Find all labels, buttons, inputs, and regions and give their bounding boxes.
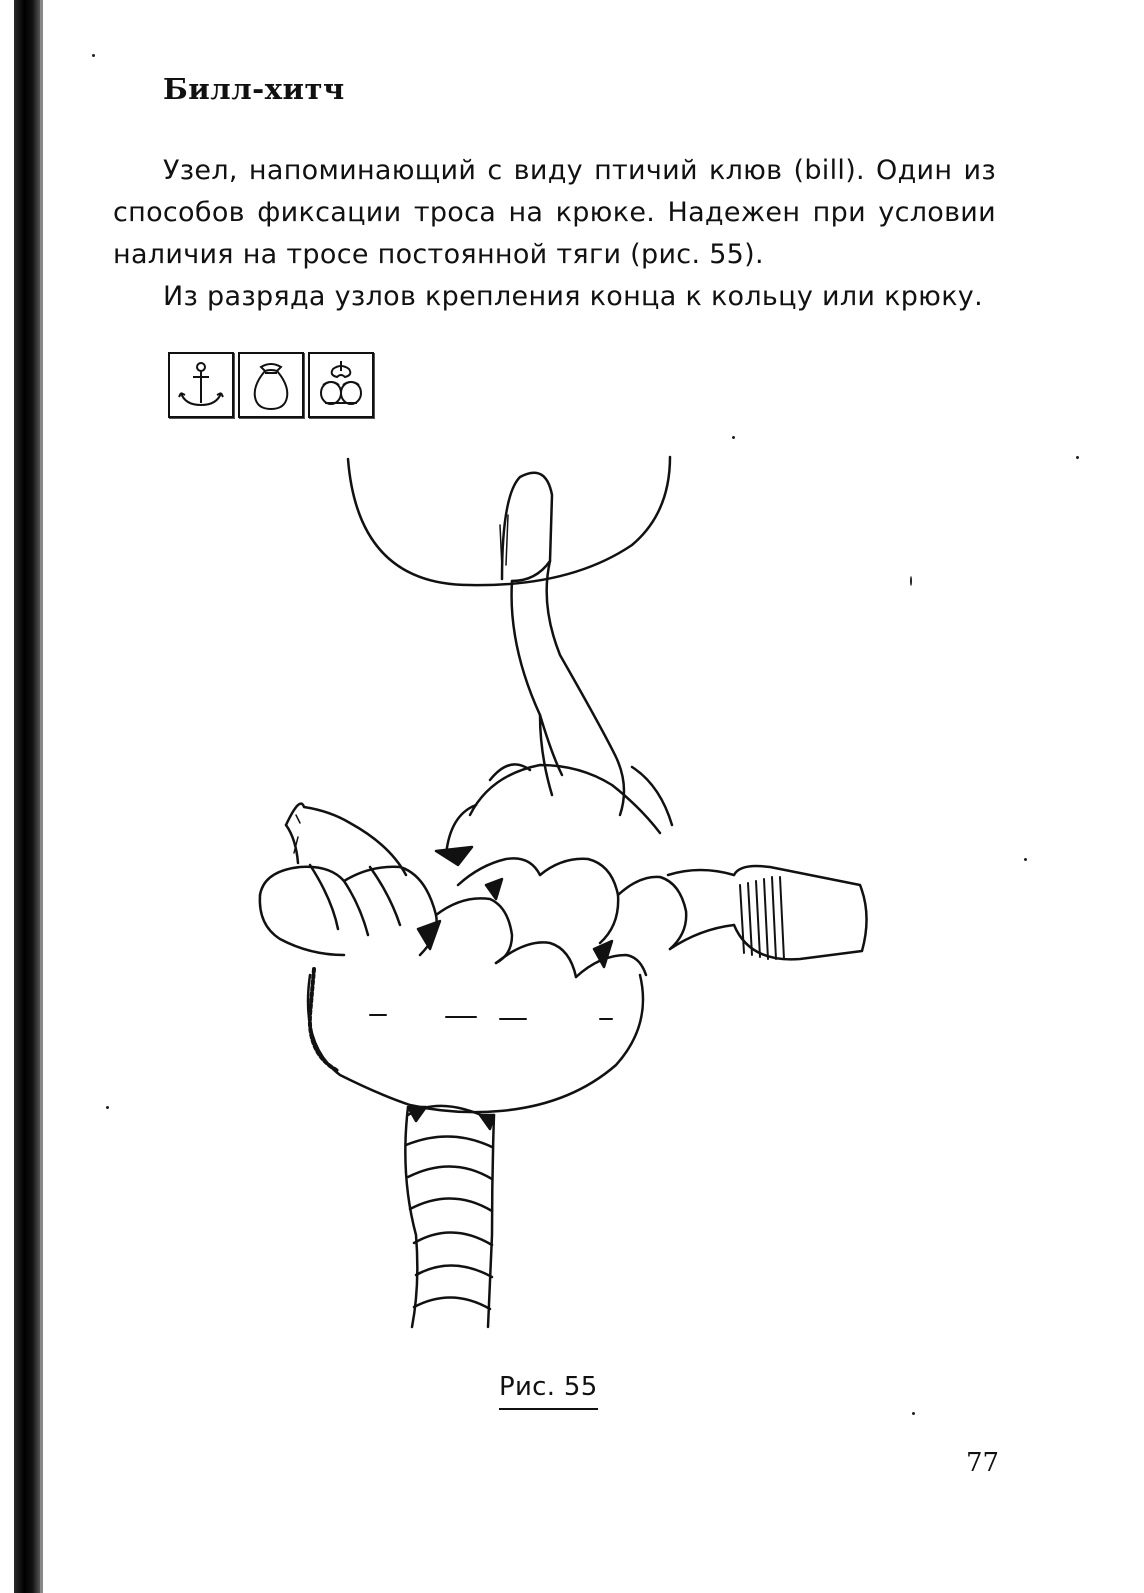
hazelnut-icon [308,352,374,418]
sack-icon [238,352,304,418]
scan-speck [106,1106,109,1109]
anchor-icon [168,352,234,418]
book-spine-shadow [14,0,40,1593]
scan-speck [910,576,912,586]
category-icons [168,352,374,418]
book-spine-edge [40,0,43,1593]
knot-illustration [240,455,890,1335]
scan-speck [912,1412,915,1415]
figure-caption: Рис. 55 [499,1372,598,1410]
paragraph-description: Узел, напоминающий с виду птичий клюв (bill). Один из способов фиксации троса на крюке. Надежен при условии наличия на тросе постоянной тяги (рис. 55). [113,155,996,270]
scan-speck [732,436,735,439]
scan-speck [1024,858,1027,861]
scan-speck [1076,456,1079,459]
section-title: Билл-хитч [163,72,345,106]
paragraph-category: Из разряда узлов крепления конца к кольцу или крюку. [163,281,983,312]
scan-speck [92,54,95,57]
page-number: 77 [966,1448,1000,1478]
